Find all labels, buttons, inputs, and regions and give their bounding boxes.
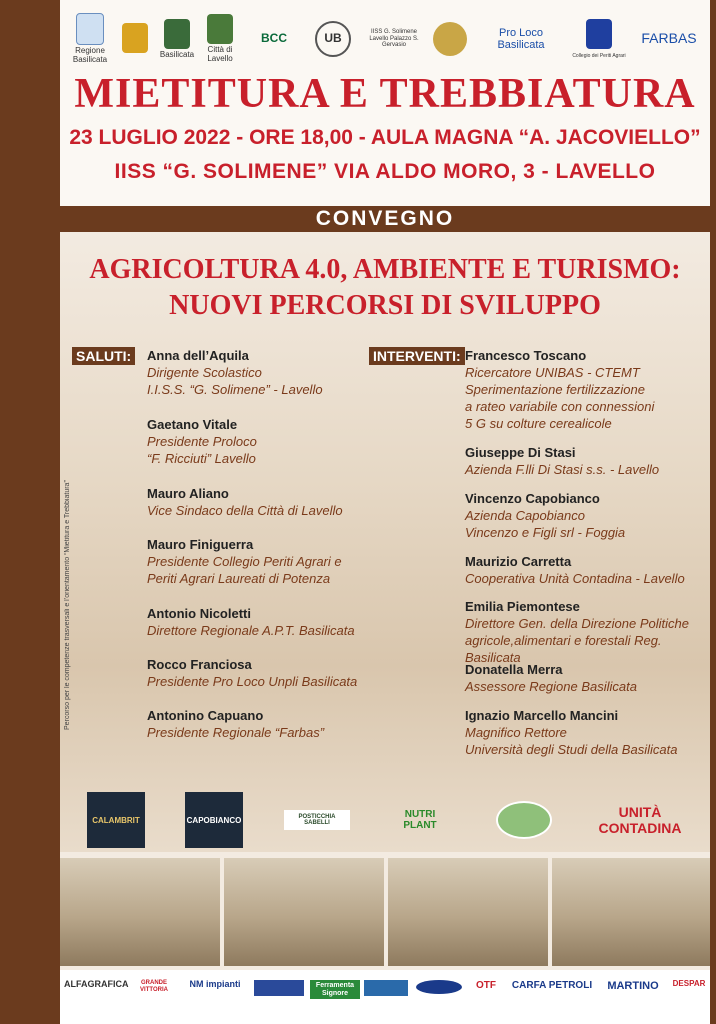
interventi-label: INTERVENTI: [369, 347, 465, 365]
person-role: Periti Agrari Laureati di Potenza [147, 571, 331, 586]
logo-seal [430, 14, 470, 64]
logo-iiss-solimene: IISS G. Solimene Lavello Palazzo S. Gervasio [369, 29, 419, 49]
person-name: Mauro Finiguerra [147, 537, 254, 552]
footer-logo-materiale [364, 980, 408, 996]
interventi-person [465, 661, 637, 695]
footer-logo-auto [254, 980, 304, 996]
poster-header [60, 0, 710, 206]
person-name: Maurizio Carretta [465, 554, 572, 569]
person-name: Giuseppe Di Stasi [465, 445, 576, 460]
person-role: Assessore Regione Basilicata [465, 679, 637, 694]
logo-proloco: Pro Loco Basilicata [497, 26, 545, 51]
event-date-line: 23 LUGLIO 2022 - ORE 18,00 - AULA MAGNA “A. JACOVIELLO” [69, 126, 701, 149]
convegno-band [60, 206, 710, 232]
photo-threshing [388, 858, 548, 966]
printer-note [44, 880, 58, 1000]
interventi-person [465, 490, 625, 541]
person-role: Università degli Studi della Basilicata [465, 742, 678, 757]
logo-coat-of-arms [118, 14, 152, 64]
interventi-person [465, 598, 716, 666]
footer-logo-carfa-petroli: CARFA PETROLI [511, 980, 593, 991]
sponsor-oval-logo [496, 790, 552, 850]
saluti-person [147, 536, 342, 587]
photo-harvest-field [224, 858, 384, 966]
conference-title [60, 252, 710, 324]
person-name: Vincenzo Capobianco [465, 491, 600, 506]
person-role: Magnifico Rettore [465, 725, 567, 740]
footer-logo-despar: DESPAR [672, 979, 706, 988]
logo-farbas: FARBAS [641, 30, 697, 47]
conference-title-line-2: NUOVI PERCORSI DI SVILUPPO [169, 290, 601, 321]
person-role: Dirigente Scolastico [147, 365, 262, 380]
logo-basilicata: Basilicata [160, 14, 194, 64]
footer-logo-otf: OTF [476, 980, 496, 991]
footer-logo-alfagrafica: ALFAGRAFICA [64, 979, 129, 989]
person-role: Cooperativa Unità Contadina - Lavello [465, 571, 685, 586]
person-role: Direttore Gen. della Direzione Politiche [465, 616, 689, 631]
person-role: Sperimentazione fertilizzazione [465, 382, 645, 397]
person-name: Francesco Toscano [465, 348, 587, 363]
person-role: I.I.S.S. “G. Solimene” - Lavello [147, 382, 323, 397]
footer-logo-grande-vittoria: GRANDE VITTORIA [140, 980, 168, 993]
saluti-person [147, 485, 343, 519]
saluti-person [147, 707, 324, 741]
left-brown-strip [0, 0, 60, 1024]
footer-logo-nm-impianti: NM impianti [189, 979, 241, 989]
sponsor-capobianco: CAPOBIANCO [184, 790, 244, 850]
saluti-person [147, 347, 323, 398]
person-name: Emilia Piemontese [465, 599, 580, 614]
person-name: Antonino Capuano [147, 708, 264, 723]
person-role: Ricercatore UNIBAS - CTEMT [465, 365, 640, 380]
person-name: Anna dell’Aquila [147, 348, 249, 363]
saluti-person [147, 416, 257, 467]
person-role: Direttore Regionale A.P.T. Basilicata [147, 623, 355, 638]
side-note: Percorso per le competenze trasversali e l’orientamento “Mietitura e Trebbiatura” [64, 480, 71, 730]
footer-sponsors [60, 970, 710, 1024]
sponsor-unita-contadina: UNITÀ CONTADINA [598, 804, 682, 836]
person-role: Presidente Proloco [147, 434, 257, 449]
person-name: Donatella Merra [465, 662, 563, 677]
interventi-person [465, 347, 654, 432]
footer-logo-oval [416, 980, 462, 994]
person-role: 5 G su colture cerealicole [465, 416, 612, 431]
footer-logo-martino: MARTINO [607, 980, 659, 992]
person-role: Vincenzo e Figli srl - Foggia [465, 525, 626, 540]
person-name: Gaetano Vitale [147, 417, 238, 432]
saluti-person [147, 656, 357, 690]
partner-logos-row [60, 8, 710, 70]
interventi-person [465, 444, 659, 478]
person-role: a rateo variabile con connessioni [465, 399, 655, 414]
sepia-photos-row [60, 858, 710, 966]
event-venue-line: IISS “G. SOLIMENE” VIA ALDO MORO, 3 - LAVELLO [114, 160, 656, 183]
interventi-person [465, 707, 677, 758]
person-name: Rocco Franciosa [147, 657, 252, 672]
sponsor-calambrit: CALAMBRIT [86, 790, 146, 850]
logo-regione-basilicata: Regione Basilicata [70, 14, 110, 64]
person-role: Presidente Collegio Periti Agrari e [147, 554, 342, 569]
convegno-label: CONVEGNO [315, 207, 455, 230]
interventi-person [465, 553, 685, 587]
person-name: Antonio Nicoletti [147, 606, 251, 621]
person-role: Presidente Regionale “Farbas” [147, 725, 325, 740]
footer-logo-ferramenta: Ferramenta Signore [310, 980, 360, 999]
conference-title-line-1: AGRICOLTURA 4.0, AMBIENTE E TURISMO: [89, 254, 681, 285]
sponsor-nutriplant: NUTRI PLANT [403, 809, 437, 831]
person-role: “F. Ricciuti” Lavello [147, 451, 256, 466]
person-name: Mauro Aliano [147, 486, 229, 501]
photo-tractor [60, 858, 220, 966]
person-role: Vice Sindaco della Città di Lavello [147, 503, 343, 518]
photo-group [552, 858, 710, 966]
person-role: Presidente Pro Loco Unpli Basilicata [147, 674, 358, 689]
logo-collegio-periti: Collegio dei Periti Agrari [570, 14, 628, 64]
person-name: Ignazio Marcello Mancini [465, 708, 619, 723]
sponsor-posticchia-sabelli: POSTICCHIA SABELLI [284, 790, 350, 850]
saluti-person [147, 605, 355, 639]
person-role: agricole,alimentari e forestali Reg. Basilicata [465, 633, 662, 665]
person-role: Azienda F.lli Di Stasi s.s. - Lavello [465, 462, 660, 477]
logo-ub: UB [315, 14, 351, 64]
person-role: Azienda Capobianco [465, 508, 585, 523]
right-brown-strip [710, 0, 716, 1024]
saluti-label: SALUTI: [72, 347, 135, 365]
poster-title: MIETITURA E TREBBIATURA [74, 71, 696, 117]
logo-citta-di-lavello: Città di Lavello [200, 14, 240, 64]
logo-bcc: BCC [261, 31, 287, 46]
